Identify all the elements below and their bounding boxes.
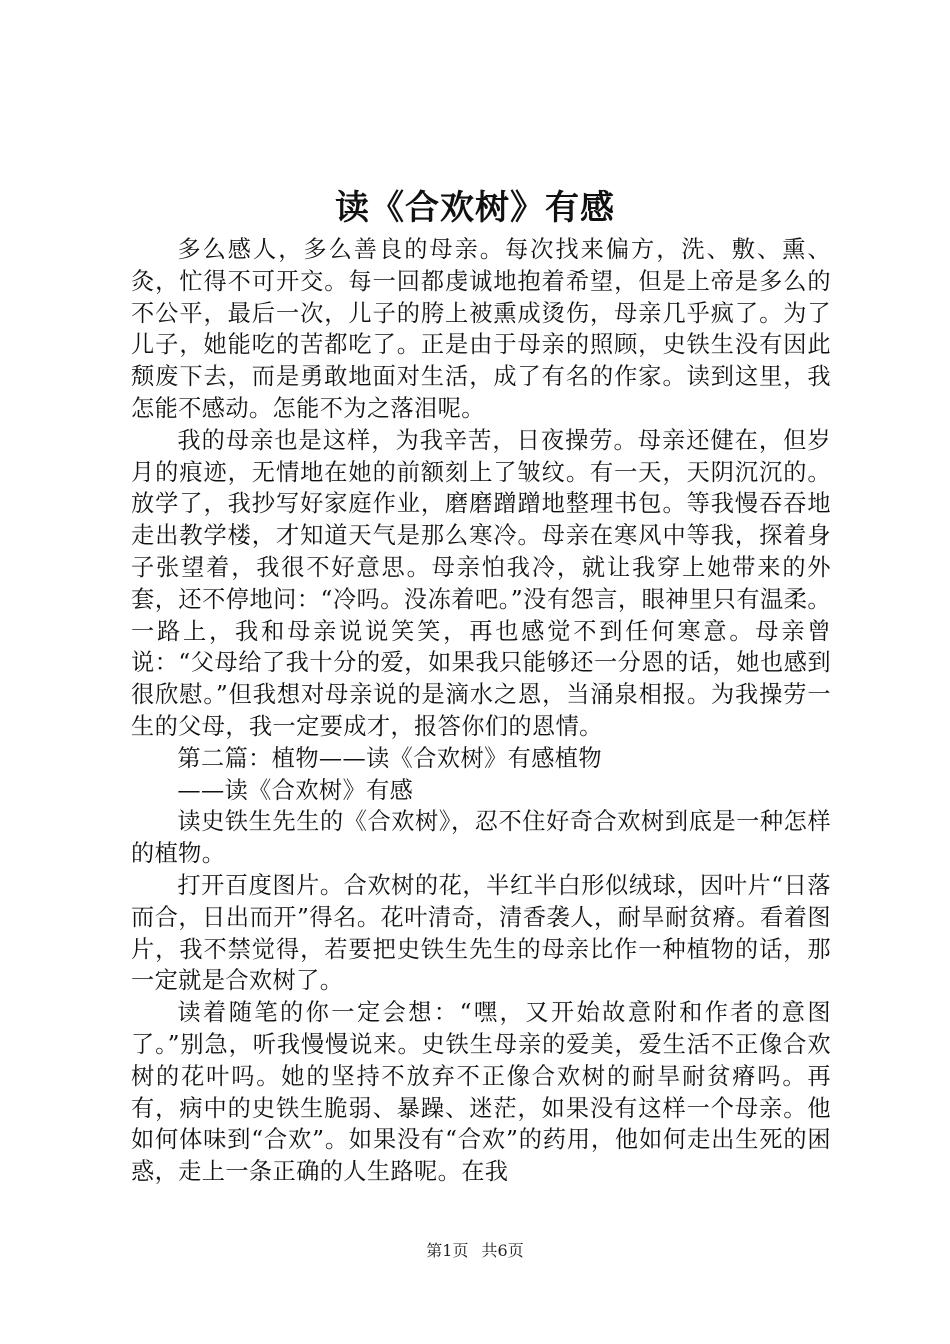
page-number: 第1页	[426, 1241, 469, 1260]
paragraph: 读史铁生先生的《合欢树》，忍不住好奇合欢树到底是一种怎样的植物。	[131, 808, 831, 868]
page-total: 共6页	[481, 1241, 524, 1260]
section-subheading: ——读《合欢树》有感	[177, 776, 414, 804]
document-title: 读《合欢树》有感	[335, 188, 615, 228]
paragraph: 多么感人，多么善良的母亲。每次找来偏方，洗、敷、熏、灸，忙得不可开交。每一回都虔诚地抱着希望，但是上帝是多么的不公平，最后一次，儿子的胯上被熏成烫伤，母亲几乎疯了。为了儿子，她能吃的苦都吃了。正是由于母亲的照顾，史铁生没有因此颓废下去，而是勇敢地面对生活，成了有名的作家。读到这里，我怎能不感动。怎能不为之落泪呢。	[131, 236, 831, 422]
page-footer	[0, 1240, 950, 1262]
document-body	[131, 234, 831, 1188]
section-heading: 第二篇：植物——读《合欢树》有感植物	[177, 744, 602, 772]
paragraph: 打开百度图片。合欢树的花，半红半白形似绒球，因叶片“日落而合，日出而开”得名。花叶清奇，清香袭人，耐旱耐贫瘠。看着图片，我不禁觉得，若要把史铁生先生的母亲比作一种植物的话，那一定就是合欢树了。	[131, 871, 831, 995]
paragraph: 读着随笔的你一定会想：“嘿，又开始故意附和作者的意图了。”别急，听我慢慢说来。史铁生母亲的爱美，爱生活不正像合欢树的花叶吗。她的坚持不放弃不正像合欢树的耐旱耐贫瘠吗。再有，病中的史铁生脆弱、暴躁、迷茫，如果没有这样一个母亲。他如何体味到“合欢”。如果没有“合欢”的药用，他如何走出生死的困惑，走上一条正确的人生路呢。在我	[131, 999, 831, 1186]
paragraph: 我的母亲也是这样，为我辛苦，日夜操劳。母亲还健在，但岁月的痕迹，无情地在她的前额刻上了皱纹。有一天，天阴沉沉的。放学了，我抄写好家庭作业，磨磨蹭蹭地整理书包。等我慢吞吞地走出教学楼，才知道天气是那么寒冷。母亲在寒风中等我，探着身子张望着，我很不好意思。母亲怕我冷，就让我穿上她带来的外套，还不停地问：“冷吗。没冻着吧。”没有怨言，眼神里只有温柔。一路上，我和母亲说说笑笑，再也感觉不到任何寒意。母亲曾说：“父母给了我十分的爱，如果我只能够还一分恩的话，她也感到很欣慰。”但我想对母亲说的是滴水之恩，当涌泉相报。为我操劳一生的父母，我一定要成才，报答你们的恩情。	[131, 426, 831, 740]
